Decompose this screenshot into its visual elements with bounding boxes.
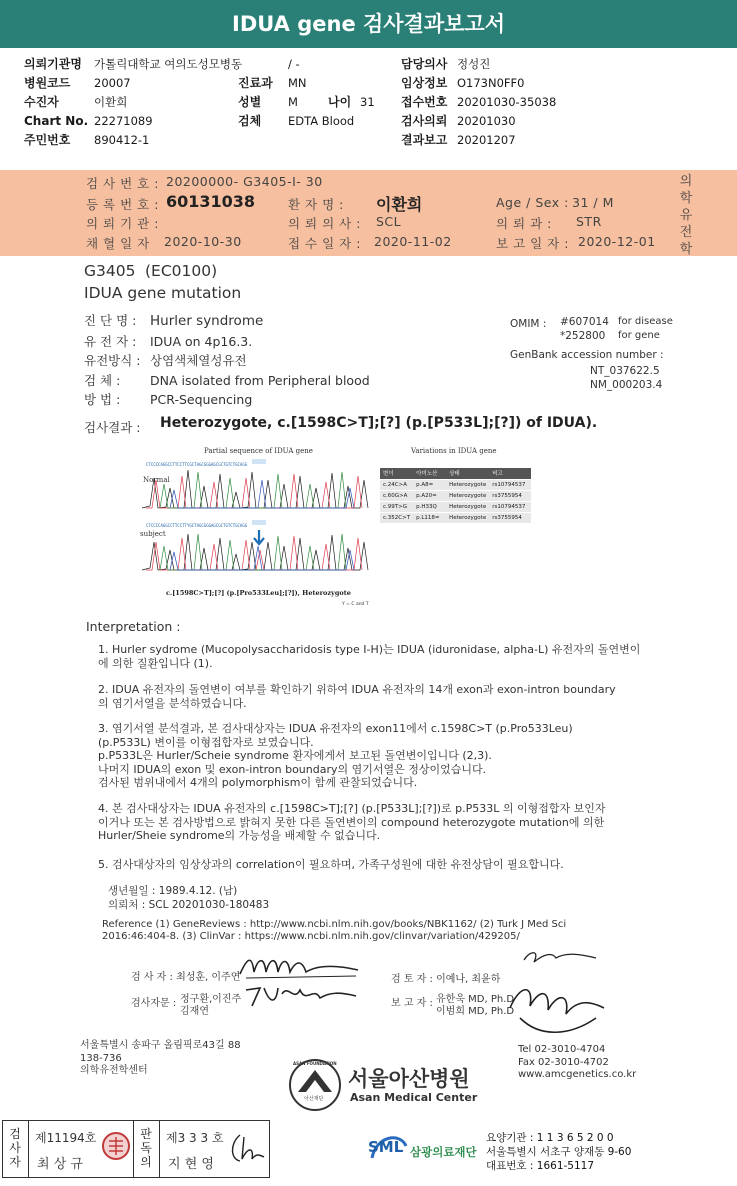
receive-label: 접 수 일 자 : — [288, 236, 361, 251]
table-cell: rs10794537 — [489, 479, 531, 490]
svg-text:CTCCCCAGGCCTTCCTTCGCTAGCGGGAGC: CTCCCCAGGCCTTCCTTCGCTAGCGGGAGCGCTGTCTGCAGG — [146, 462, 248, 467]
table-row — [380, 479, 531, 490]
sml-name: 삼광의료재단 — [410, 1145, 477, 1159]
interp-item-1: 1. Hurler sydrome (Mucopolysaccharidosis type I-H)는 IDUA (iduronidase, alpha-L) 유전자의 돌연변이 에 의한 질환입니다 (1). — [98, 643, 641, 670]
genbank-acc1: NT_037622.5 — [590, 365, 660, 377]
report-date: 2020-12-01 — [578, 234, 656, 249]
figure-legend: Y = C and T — [342, 602, 369, 607]
field-list: 진 단 명 : Hurler syndrome 유 전 자 : IDUA on 4p16.3. 유전방식 : 상염색체열성유전 검 체 : DNA isolated from Peripheral blood 방 법 : PCR-Sequencing — [84, 313, 370, 407]
var-title: Variations in IDUA gene — [411, 447, 497, 455]
table-cell: p.H33Q — [413, 501, 446, 512]
header-mid: / - 진료과 MN 성별 M 검체 EDTA Blood — [238, 57, 355, 128]
header-right: 담당의사 정성진 임상정보 O173N0FF0 접수번호 20201030-35038 검사의뢰 20201030 결과보고 20201207 — [401, 57, 557, 147]
tester-signature — [236, 950, 366, 984]
patient-label: 환 자 명 : — [288, 197, 344, 212]
chromatogram — [140, 458, 372, 578]
table-cell: Heterozygote — [446, 501, 489, 512]
header-age: 나이 31 — [328, 95, 375, 109]
license-box — [2, 1120, 270, 1178]
report-label: 보 고 일 자 : — [496, 236, 569, 251]
test-code: G3405 — [84, 262, 136, 280]
svg-text:CTCCCCAGGCCTTCCTTYGCTAGCGGGAGC: CTCCCCAGGCCTTCCTTYGCTAGCGGGAGCGCTGTCTGCAGG — [146, 523, 248, 528]
genbank-acc2: NM_000203.4 — [590, 379, 663, 391]
reg-no: 60131038 — [166, 192, 256, 211]
tester: 검 사 자 : 최성훈, 이주연 — [131, 972, 241, 983]
doctor-label: 의 뢰 의 사 : — [288, 216, 361, 231]
interp-item-2: 2. IDUA 유전자의 돌연변이 여부를 확인하기 위하여 IDUA 유전자의 14개 exon과 exon-intron boundary 의 염기서열을 분석하였습니다. — [98, 683, 616, 710]
result-label: 검사결과 : — [84, 420, 141, 435]
reporter: 유한욱 MD, Ph.D 이범희 MD, Ph.D — [436, 994, 515, 1017]
seal-sub: 아산재단 — [304, 1096, 324, 1102]
birth-date: 생년월일 : 1989.4.12. (남) — [108, 885, 238, 897]
omim-gene-no: *252800 — [560, 330, 606, 342]
age-sex-label: Age / Sex : — [496, 195, 569, 210]
vertical-label: 의학유전학 — [679, 174, 693, 257]
hospital-name-en: Asan Medical Center — [350, 1091, 478, 1104]
reference: Reference (1) GeneReviews : http://www.ncbi.nlm.nih.gov/books/NBK1162/ (2) Turk J Med Sci 2016:46:404-8. (3) ClinVar : https://www.ncbi.nlm.nih.gov/clinvar/variation/429205/ — [102, 919, 567, 942]
license-no-2: 제3 3 3 호 — [166, 1131, 224, 1145]
table-cell: p.L118= — [413, 512, 446, 523]
variant-header: 아미노산 — [413, 468, 446, 479]
phone: 대표번호 : 1661-5117 — [486, 1160, 595, 1172]
reporter-label: 보 고 자 : — [391, 998, 433, 1009]
doctor: SCL — [376, 214, 402, 229]
variant-table — [380, 468, 531, 523]
test-no: 20200000- G3405-I- 30 — [166, 174, 323, 189]
table-cell: rs3755954 — [489, 490, 531, 501]
table-cell: rs3755954 — [489, 512, 531, 523]
variant-header: 비고 — [489, 468, 531, 479]
license-name-2: 지 현 영 — [168, 1157, 214, 1172]
reviewer: 검 토 자 : 이예나, 최윤하 — [391, 974, 501, 985]
license-name-1: 최 상 규 — [37, 1157, 83, 1172]
table-cell: c.24C>A — [380, 479, 413, 490]
figure-caption: c.[1598C>T];[?] (p.[Pro533Leu];[?]), Heterozygote — [166, 589, 351, 597]
variant-header-row — [380, 468, 531, 479]
table-cell: rs10794537 — [489, 501, 531, 512]
genbank-label: GenBank accession number : — [510, 349, 664, 361]
seq-title: Partial sequence of IDUA gene — [204, 447, 313, 455]
consultant-signature — [240, 980, 360, 1012]
reg-no-label: 등 록 번 호 : — [86, 197, 159, 212]
org-label: 의 뢰 기 관 : — [86, 216, 159, 231]
table-cell: Heterozygote — [446, 479, 489, 490]
variant-header: 상태 — [446, 468, 489, 479]
seal-stamp — [101, 1131, 131, 1161]
interp-item-3: 3. 염기서열 분석결과, 본 검사대상자는 IDUA 유전자의 exon11에서 c.1598C>T (p.Pro533Leu) (p.P533L) 변이를 이형접합자로 보였습니다. p.P533L은 Hurler/Scheie syndrome 환자에게서 보고된 돌연변이입니다 (2,3). 나머지 IDUA의 exon 및 exon-intron boundary의 염기서열은 정상이었습니다. 검사된 범위내에서 4개의 polymorphism이 함께 관찰되었습니다. — [98, 722, 573, 789]
omim-label: OMIM : — [510, 318, 547, 330]
collect-label: 채 혈 일 자 — [86, 236, 150, 251]
interp-item-5: 5. 검사대상자의 임상상과의 correlation이 필요하며, 가족구성원에 대한 유전상담이 필요합니다. — [98, 858, 564, 871]
consultant-label: 검사자문 : — [131, 998, 177, 1009]
table-cell: c.352C>T — [380, 512, 413, 523]
normal-label: Normal — [143, 476, 170, 484]
consultant: 정구환,이진주 김재연 — [180, 994, 242, 1017]
table-cell: p.A8= — [413, 479, 446, 490]
variant-header: 변이 — [380, 468, 413, 479]
box-label-reader: 판독의 — [140, 1127, 152, 1169]
sml-logo: SML — [368, 1138, 404, 1156]
org-addr: 서울특별시 서초구 양재동 9-60 — [486, 1146, 632, 1158]
dept: STR — [576, 214, 602, 229]
box-label-tester: 검사자 — [9, 1127, 21, 1169]
reader-signature — [226, 1129, 266, 1169]
omim-gene-label: for gene — [618, 330, 660, 341]
ec-code: (EC0100) — [145, 262, 218, 280]
requester: 의뢰처 : SCL 20201030-180483 — [108, 899, 270, 911]
patient-name: 이환희 — [376, 195, 423, 214]
license-no-1: 제11194호 — [35, 1131, 97, 1145]
header-left: 의뢰기관명 가톨릭대학교 여의도성모병동 병원코드 20007 수진자 이환희 Chart No. 22271089 주민번호 890412-1 — [24, 57, 243, 147]
seal-text: ASAN FOUNDATION — [293, 1061, 337, 1066]
age-sex: 31 / M — [572, 195, 614, 210]
interp-label: Interpretation : — [86, 619, 181, 634]
omim-disease-no: #607014 — [560, 316, 609, 328]
report-title: IDUA gene 검사결과보고서 — [0, 0, 737, 48]
table-row — [380, 490, 531, 501]
subject-label: subject — [140, 530, 166, 538]
table-cell: Heterozygote — [446, 512, 489, 523]
collect-date: 2020-10-30 — [164, 234, 242, 249]
reporter-signatures — [500, 948, 610, 1042]
center-address: 서울특별시 송파구 올림픽로43길 88 138-736 의학유전학센터 — [80, 1040, 241, 1076]
center-contact: Tel 02-3010-4704 Fax 02-3010-4702 www.amcgenetics.co.kr — [518, 1044, 637, 1080]
table-row — [380, 512, 531, 523]
test-no-label: 검 사 번 호 : — [86, 176, 159, 191]
dept-label: 의 뢰 과 : — [496, 216, 552, 231]
hospital-name-ko: 서울아산병원 — [348, 1067, 470, 1091]
table-row — [380, 501, 531, 512]
receive-date: 2020-11-02 — [374, 234, 452, 249]
table-cell: c.99T>G — [380, 501, 413, 512]
table-cell: p.A20= — [413, 490, 446, 501]
asan-foundation-seal — [288, 1058, 342, 1112]
table-cell: Heterozygote — [446, 490, 489, 501]
interp-item-4: 4. 본 검사대상자는 IDUA 유전자의 c.[1598C>T];[?] (p.[P533L];[?])로 p.P533L 의 이형접합자 보인자 이거나 또는 본 검사방법으로 밝혀지 못한 다른 돌연변이의 compound heterozygote mutation에 의한 Hurler/Sheie syndrome의 가능성을 배제할 수 없습니다. — [98, 802, 606, 842]
omim-disease-label: for disease — [618, 316, 673, 327]
table-cell: c.60G>A — [380, 490, 413, 501]
org-code: 요양기관 : 1 1 3 6 5 2 0 0 — [486, 1132, 614, 1144]
test-name: IDUA gene mutation — [84, 284, 242, 302]
result-text: Heterozygote, c.[1598C>T];[?] (p.[P533L];[?]) of IDUA). — [160, 415, 598, 431]
